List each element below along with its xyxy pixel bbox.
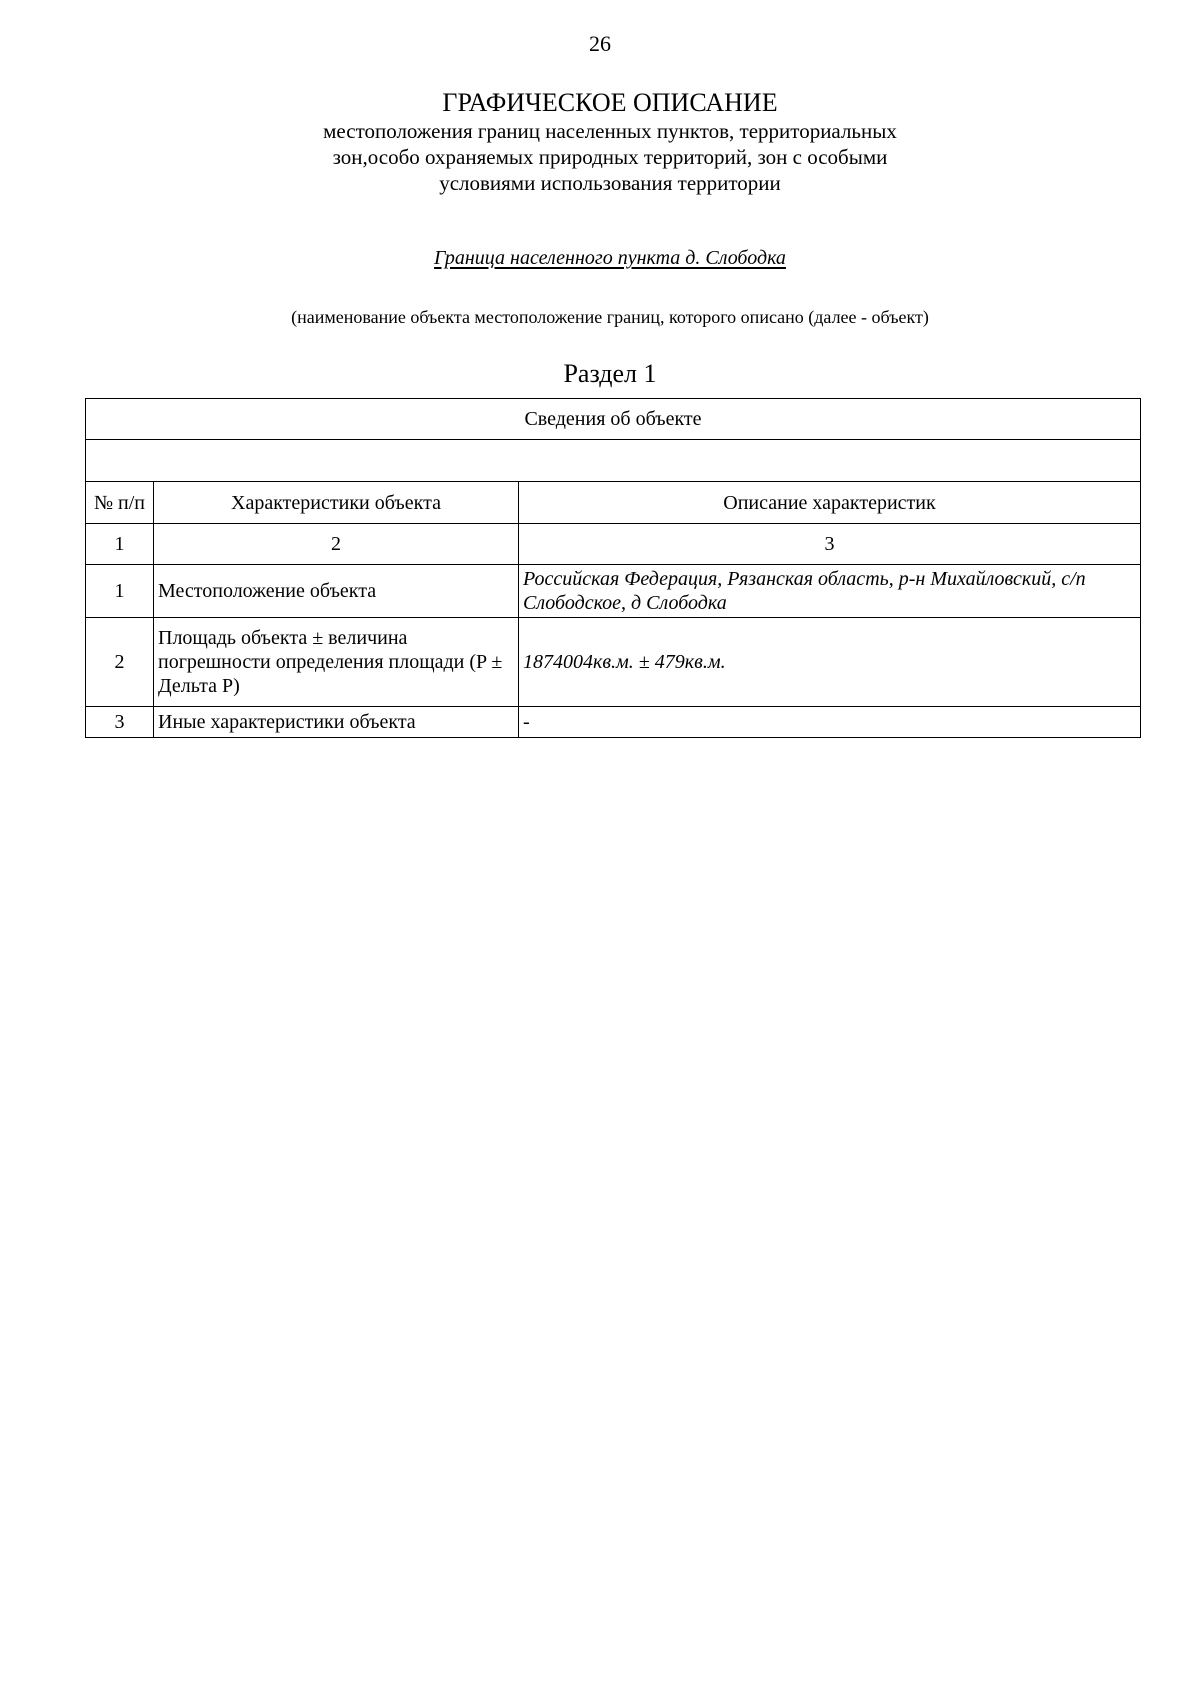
table-row (86, 707, 1141, 738)
row-description: Российская Федерация, Рязанская область, р-н Михайловский, с/п Слободское, д Слободка (519, 565, 1141, 618)
row-num: 3 (86, 707, 154, 738)
table-header-row (86, 399, 1141, 440)
row-characteristic: Местоположение объекта (154, 565, 519, 618)
row-description: 1874004кв.м. ± 479кв.м. (519, 618, 1141, 707)
table-empty-row (86, 440, 1141, 482)
row-characteristic: Площадь объекта ± величина погрешности определения площади (P ± Дельта P) (154, 618, 519, 707)
object-info-table (85, 398, 1141, 738)
document-subtitle (290, 118, 930, 196)
table-columns-row (86, 482, 1141, 524)
object-name (0, 245, 1200, 271)
row-description: - (519, 707, 1141, 738)
subtitle-line: условиями использования территории (439, 171, 781, 195)
column-header-characteristic: Характеристики объекта (154, 482, 519, 524)
table-row (86, 618, 1141, 707)
section-title: Раздел 1 (563, 359, 657, 388)
page-number: 26 (589, 31, 611, 56)
column-header-num: № п/п (86, 482, 154, 524)
table-header: Сведения об объекте (86, 399, 1141, 440)
table-empty-cell (86, 440, 1141, 482)
row-num: 2 (86, 618, 154, 707)
column-number: 2 (154, 524, 519, 565)
document-title: ГРАФИЧЕСКОЕ ОПИСАНИЕ (442, 88, 778, 117)
row-num: 1 (86, 565, 154, 618)
object-name-text: Граница населенного пункта д. Слободка (434, 247, 786, 269)
row-characteristic: Иные характеристики объекта (154, 707, 519, 738)
column-number: 1 (86, 524, 154, 565)
column-number: 3 (519, 524, 1141, 565)
column-header-description: Описание характеристик (519, 482, 1141, 524)
table-row (86, 565, 1141, 618)
table-column-numbers-row (86, 524, 1141, 565)
object-caption: (наименование объекта местоположение границ, которого описано (далее - объект) (291, 307, 929, 327)
subtitle-line: зон,особо охраняемых природных территорий, зон с особыми (332, 145, 888, 169)
subtitle-line: местоположения границ населенных пунктов, территориальных (323, 119, 897, 143)
